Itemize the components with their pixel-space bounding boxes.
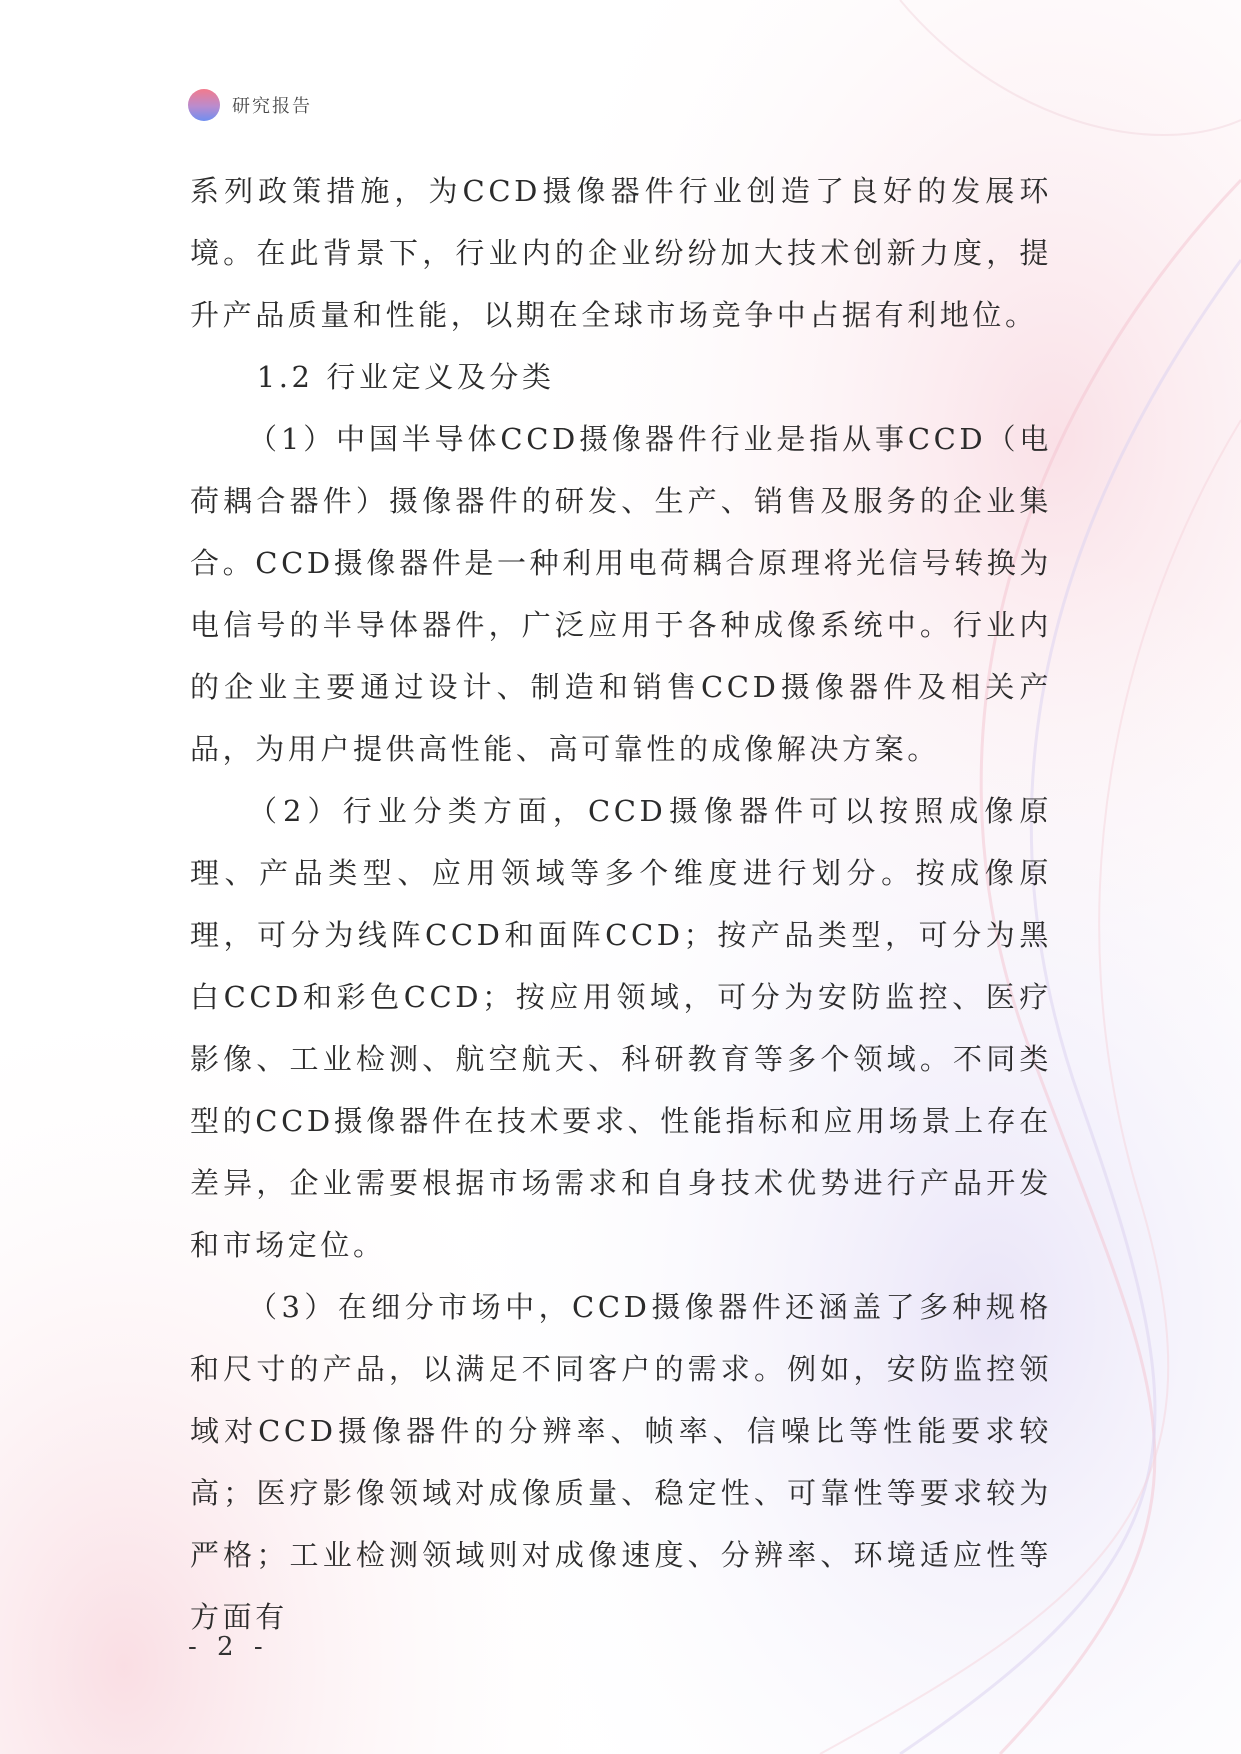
section-item-1: （1）中国半导体CCD摄像器件行业是指从事CCD（电荷耦合器件）摄像器件的研发、生产、销售及服务的企业集合。CCD摄像器件是一种利用电荷耦合原理将光信号转换为电信号的半导体器件，广泛应用于各种成像系统中。行业内的企业主要通过设计、制造和销售CCD摄像器件及相关产品，为用户提供高性能、高可靠性的成像解决方案。 — [190, 422, 1052, 766]
paragraph-intro: 系列政策措施，为CCD摄像器件行业创造了良好的发展环境。在此背景下，行业内的企业纷纷加大技术创新力度，提升产品质量和性能，以期在全球市场竞争中占据有利地位。 — [190, 174, 1052, 332]
header-title: 研究报告 — [232, 96, 312, 117]
document-body — [190, 160, 1052, 1648]
logo-circle-icon — [188, 89, 220, 121]
section-item-3: （3）在细分市场中，CCD摄像器件还涵盖了多种规格和尺寸的产品，以满足不同客户的需求。例如，安防监控领域对CCD摄像器件的分辨率、帧率、信噪比等性能要求较高；医疗影像领域对成像质量、稳定性、可靠性等要求较为严格；工业检测领域则对成像速度、分辨率、环境适应性等方面有 — [190, 1290, 1052, 1634]
section-heading: 1.2 行业定义及分类 — [256, 360, 555, 394]
page-number: - 2 - — [188, 1632, 269, 1662]
section-item-2: （2）行业分类方面，CCD摄像器件可以按照成像原理、产品类型、应用领域等多个维度进行划分。按成像原理，可分为线阵CCD和面阵CCD；按产品类型，可分为黑白CCD和彩色CCD；按应用领域，可分为安防监控、医疗影像、工业检测、航空航天、科研教育等多个领域。不同类型的CCD摄像器件在技术要求、性能指标和应用场景上存在差异，企业需要根据市场需求和自身技术优势进行产品开发和市场定位。 — [190, 794, 1052, 1262]
report-header — [188, 88, 312, 122]
